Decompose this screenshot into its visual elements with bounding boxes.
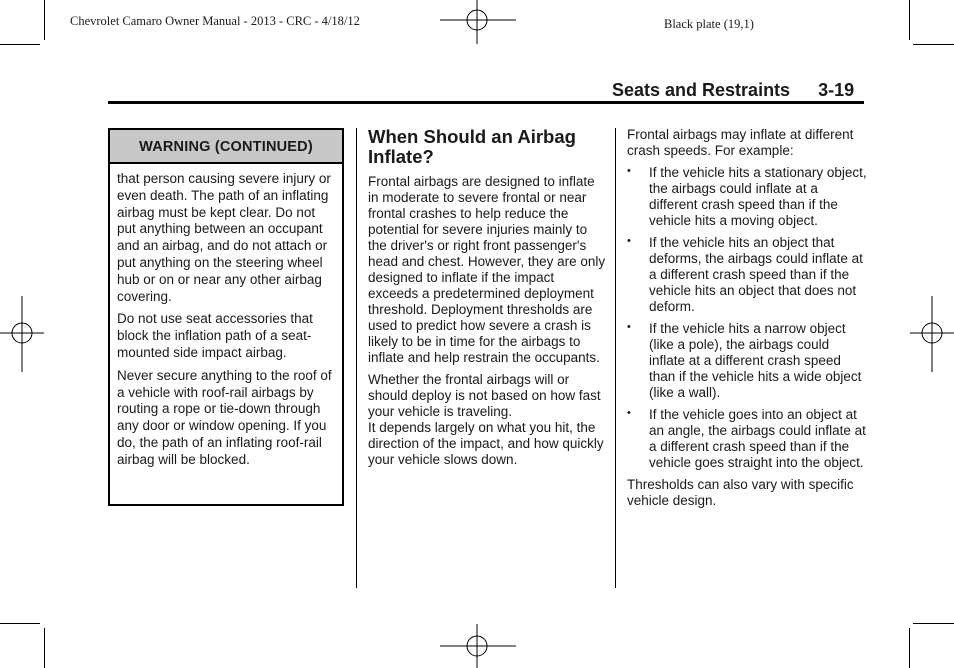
warning-paragraph: that person causing severe injury or even death. The path of an inflating airbag must be kept clear. Do not put anything between an occupant and an airbag, and do not attach or put anything on the steering wheel hub or on or near any other airbag covering. — [117, 171, 331, 304]
page-number: 3-19 — [818, 80, 855, 100]
registration-mark-left-icon — [0, 296, 44, 372]
subsection-heading: When Should an Airbag Inflate? — [368, 126, 576, 167]
header-rule — [108, 101, 864, 104]
body-paragraph: Frontal airbags are designed to inflate in moderate to severe frontal or near frontal crashes to help reduce the potential for severe injuries mainly to the driver's or right front passenger's head and chest. However, they are only designed to inflate if the impact exceeds a predetermined deployment threshold. Deployment thresholds are used to predict how severe a crash is likely to be in time for the airbags to inflate and help restrain the occupants. — [368, 174, 606, 365]
warning-paragraph: Never secure anything to the roof of a vehicle with roof-rail airbags by routing a rope or tie-down through any door or window opening. If you do, the path of an inflating roof-rail airbag will be blocked. — [117, 367, 332, 467]
list-item: • If the vehicle hits a stationary object, the airbags could inflate at a different crash speed than if the vehicle hits a moving object. — [627, 165, 867, 228]
bullet-icon: • — [627, 235, 631, 247]
bullet-list — [627, 165, 867, 471]
section-title: Seats and Restraints — [612, 80, 791, 100]
intro-paragraph: Frontal airbags may inflate at different crash speeds. For example: — [627, 127, 854, 158]
body-paragraph: Whether the frontal airbags will or should deploy is not based on how fast your vehicle is traveling. — [368, 372, 601, 419]
list-item: • If the vehicle hits a narrow object (like a pole), the airbags could inflate at a different crash speed than if the vehicle hits a wide object (like a wall). — [627, 321, 862, 400]
registration-mark-top-icon — [440, 0, 516, 44]
plate-header-left: Chevrolet Camaro Owner Manual - 2013 - CRC - 4/18/12 — [70, 14, 360, 28]
warning-title: WARNING (CONTINUED) — [110, 130, 342, 164]
closing-paragraph: Thresholds can also vary with specific vehicle design. — [627, 477, 854, 508]
bullet-icon: • — [627, 165, 631, 177]
bullet-icon: • — [627, 321, 631, 333]
body-paragraph: It depends largely on what you hit, the direction of the impact, and how quickly your vehicle slows down. — [368, 420, 604, 467]
column-3 — [627, 127, 867, 515]
column-divider-1 — [356, 128, 357, 588]
list-item: • If the vehicle hits an object that deforms, the airbags could inflate at a different crash speed than if the vehicle hits an object that does not deform. — [627, 235, 863, 314]
registration-mark-right-icon — [910, 296, 954, 372]
registration-mark-bottom-icon — [440, 624, 516, 668]
bullet-icon: • — [627, 407, 631, 419]
column-divider-2 — [615, 128, 616, 588]
warning-box — [108, 128, 344, 506]
section-header — [612, 80, 854, 101]
list-item: • If the vehicle goes into an object at an angle, the airbags could inflate at a different crash speed than if the vehicle goes straight into the object. — [627, 407, 866, 470]
warning-paragraph: Do not use seat accessories that block the inflation path of a seat-mounted side impact airbag. — [117, 311, 313, 360]
column-2 — [368, 127, 608, 474]
plate-header-right: Black plate (19,1) — [664, 17, 754, 31]
warning-body — [110, 164, 342, 469]
